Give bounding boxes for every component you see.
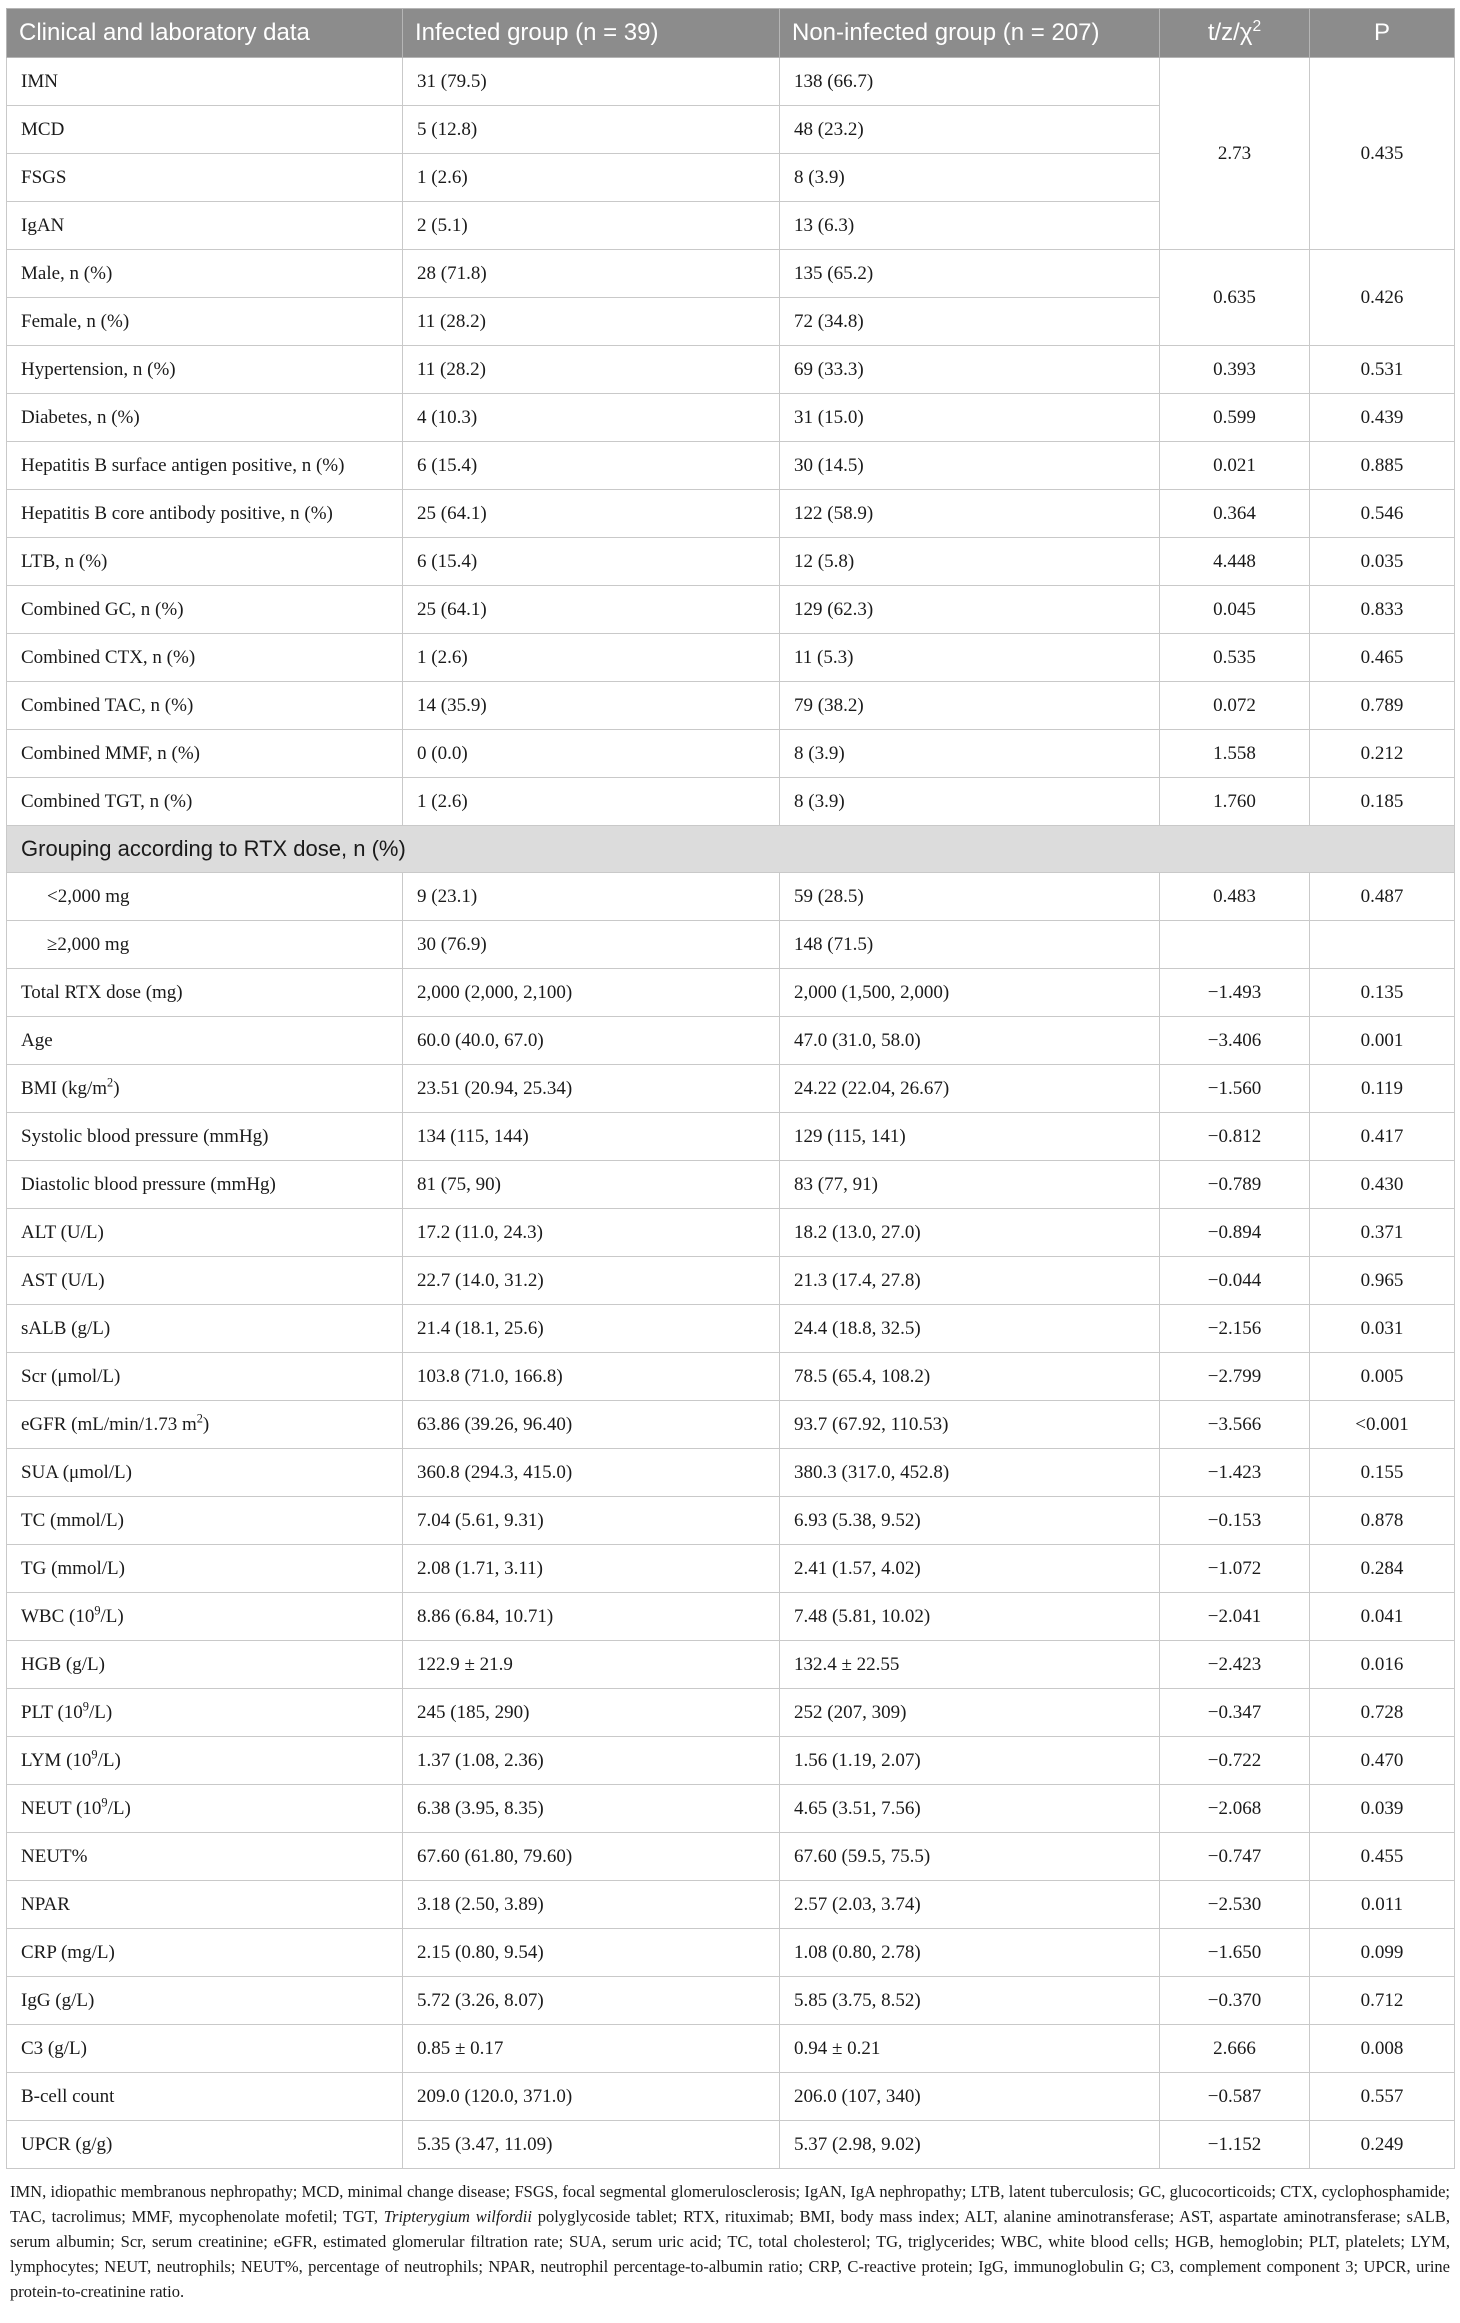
header-row <box>7 9 1455 58</box>
row-label: Combined GC, n (%) <box>7 586 403 634</box>
p-value: 0.041 <box>1310 1593 1455 1641</box>
noninfected-value: 72 (34.8) <box>780 298 1160 346</box>
table-row <box>7 1785 1455 1833</box>
row-label: Hepatitis B surface antigen positive, n (%) <box>7 442 403 490</box>
table-row <box>7 969 1455 1017</box>
table-row <box>7 1257 1455 1305</box>
row-label: BMI $(kg/m^2)$ <box>7 1065 403 1113</box>
test-statistic: 0.635 <box>1160 250 1310 346</box>
table-row <box>7 1545 1455 1593</box>
test-statistic: 2.666 <box>1160 2025 1310 2073</box>
group-header-label: Grouping according to RTX dose, n (%) <box>7 826 1455 873</box>
p-value: 0.001 <box>1310 1017 1455 1065</box>
noninfected-value: 24.4 (18.8, 32.5) <box>780 1305 1160 1353</box>
p-value: 0.439 <box>1310 394 1455 442</box>
infected-value: 28 (71.8) <box>403 250 780 298</box>
p-value: 0.546 <box>1310 490 1455 538</box>
footnote-text-end: polyglycoside tablet; RTX, rituximab; BMI, body mass index; ALT, alanine aminotransferase; AST, aspartate aminotransferase; sALB, serum albumin; Scr, serum creatinine; eGFR, estimated glomerular filtration rate; SUA, serum uric acid; TC, total cholesterol; TG, triglycerides; WBC, white blood cells; HGB, hemoglobin; PLT, platelets; LYM, lymphocytes; NEUT, neutrophils; NEUT%, percentage of neutrophils; NPAR, neutrophil percentage-to-albumin ratio; CRP, C-reactive protein; IgG, immunoglobulin G; C3, complement component 3; UPCR, urine protein-to-creatinine ratio. <box>10 2207 1450 2301</box>
row-label: Scr (μmol/L) <box>7 1353 403 1401</box>
infected-value: 1 (2.6) <box>403 154 780 202</box>
noninfected-value: 1.08 (0.80, 2.78) <box>780 1929 1160 1977</box>
row-label: NEUT $(10^9/L)$ <box>7 1785 403 1833</box>
row-label: Combined TGT, n (%) <box>7 778 403 826</box>
infected-value: 67.60 (61.80, 79.60) <box>403 1833 780 1881</box>
infected-value: 8.86 (6.84, 10.71) <box>403 1593 780 1641</box>
infected-value: 0 (0.0) <box>403 730 780 778</box>
test-statistic: 1.558 <box>1160 730 1310 778</box>
test-statistic: −0.812 <box>1160 1113 1310 1161</box>
footnote-italic-text: Tripterygium wilfordii <box>383 2207 532 2226</box>
row-label: Hypertension, n (%) <box>7 346 403 394</box>
test-statistic: −2.156 <box>1160 1305 1310 1353</box>
p-value: 0.455 <box>1310 1833 1455 1881</box>
test-statistic: −0.722 <box>1160 1737 1310 1785</box>
p-value <box>1310 921 1455 969</box>
row-label: Male, n (%) <box>7 250 403 298</box>
infected-value: 3.18 (2.50, 3.89) <box>403 1881 780 1929</box>
table-row <box>7 1449 1455 1497</box>
table-row <box>7 1977 1455 2025</box>
table-row <box>7 1497 1455 1545</box>
test-statistic: 0.393 <box>1160 346 1310 394</box>
test-statistic: −1.072 <box>1160 1545 1310 1593</box>
row-label: Systolic blood pressure (mmHg) <box>7 1113 403 1161</box>
noninfected-value: 47.0 (31.0, 58.0) <box>780 1017 1160 1065</box>
noninfected-value: 206.0 (107, 340) <box>780 2073 1160 2121</box>
infected-value: 6.38 (3.95, 8.35) <box>403 1785 780 1833</box>
infected-value: 30 (76.9) <box>403 921 780 969</box>
row-label: FSGS <box>7 154 403 202</box>
infected-value: 14 (35.9) <box>403 682 780 730</box>
noninfected-value: 8 (3.9) <box>780 778 1160 826</box>
noninfected-value: 132.4 ± 22.55 <box>780 1641 1160 1689</box>
row-label: NPAR <box>7 1881 403 1929</box>
infected-value: 2 (5.1) <box>403 202 780 250</box>
row-label: Diastolic blood pressure (mmHg) <box>7 1161 403 1209</box>
noninfected-value: 7.48 (5.81, 10.02) <box>780 1593 1160 1641</box>
row-label: Combined TAC, n (%) <box>7 682 403 730</box>
p-value: 0.417 <box>1310 1113 1455 1161</box>
noninfected-value: 1.56 (1.19, 2.07) <box>780 1737 1160 1785</box>
row-label: Combined CTX, n (%) <box>7 634 403 682</box>
test-statistic: 0.483 <box>1160 873 1310 921</box>
noninfected-value: 252 (207, 309) <box>780 1689 1160 1737</box>
row-label: SUA (μmol/L) <box>7 1449 403 1497</box>
clinical-data-table <box>6 8 1455 2169</box>
infected-value: 209.0 (120.0, 371.0) <box>403 2073 780 2121</box>
test-statistic: −1.423 <box>1160 1449 1310 1497</box>
row-label: Age <box>7 1017 403 1065</box>
noninfected-value: 69 (33.3) <box>780 346 1160 394</box>
table-row <box>7 586 1455 634</box>
p-value: 0.728 <box>1310 1689 1455 1737</box>
header-test-statistic: $t/z/\chi^2$ <box>1160 9 1310 58</box>
row-label: AST (U/L) <box>7 1257 403 1305</box>
table-row <box>7 1689 1455 1737</box>
infected-value: 81 (75, 90) <box>403 1161 780 1209</box>
infected-value: 17.2 (11.0, 24.3) <box>403 1209 780 1257</box>
header-clinical-data: Clinical and laboratory data <box>7 9 403 58</box>
test-statistic: 0.364 <box>1160 490 1310 538</box>
test-statistic: −2.041 <box>1160 1593 1310 1641</box>
noninfected-value: 138 (66.7) <box>780 58 1160 106</box>
infected-value: 122.9 ± 21.9 <box>403 1641 780 1689</box>
row-label: NEUT% <box>7 1833 403 1881</box>
infected-value: 25 (64.1) <box>403 490 780 538</box>
infected-value: 31 (79.5) <box>403 58 780 106</box>
test-statistic: −0.153 <box>1160 1497 1310 1545</box>
noninfected-value: 18.2 (13.0, 27.0) <box>780 1209 1160 1257</box>
test-statistic: 0.045 <box>1160 586 1310 634</box>
test-statistic: −0.044 <box>1160 1257 1310 1305</box>
infected-value: 11 (28.2) <box>403 298 780 346</box>
p-value: 0.039 <box>1310 1785 1455 1833</box>
test-statistic: −2.068 <box>1160 1785 1310 1833</box>
p-value: 0.878 <box>1310 1497 1455 1545</box>
table-container <box>6 8 1454 2304</box>
infected-value: 4 (10.3) <box>403 394 780 442</box>
noninfected-value: 67.60 (59.5, 75.5) <box>780 1833 1160 1881</box>
noninfected-value: 21.3 (17.4, 27.8) <box>780 1257 1160 1305</box>
table-row <box>7 634 1455 682</box>
table-row <box>7 538 1455 586</box>
test-statistic: −1.152 <box>1160 2121 1310 2169</box>
group-header-row <box>7 826 1455 873</box>
table-row <box>7 1353 1455 1401</box>
test-statistic: −0.587 <box>1160 2073 1310 2121</box>
header-noninfected-group: Non-infected group (n = 207) <box>780 9 1160 58</box>
noninfected-value: 5.37 (2.98, 9.02) <box>780 2121 1160 2169</box>
infected-value: 6 (15.4) <box>403 538 780 586</box>
infected-value: 1.37 (1.08, 2.36) <box>403 1737 780 1785</box>
p-value: 0.531 <box>1310 346 1455 394</box>
noninfected-value: 2.41 (1.57, 4.02) <box>780 1545 1160 1593</box>
table-row <box>7 873 1455 921</box>
noninfected-value: 59 (28.5) <box>780 873 1160 921</box>
infected-value: 7.04 (5.61, 9.31) <box>403 1497 780 1545</box>
infected-value: 5.72 (3.26, 8.07) <box>403 1977 780 2025</box>
infected-value: 9 (23.1) <box>403 873 780 921</box>
p-value: 0.435 <box>1310 58 1455 250</box>
row-label: PLT $(10^9/L)$ <box>7 1689 403 1737</box>
p-value: 0.885 <box>1310 442 1455 490</box>
p-value: 0.465 <box>1310 634 1455 682</box>
table-row <box>7 682 1455 730</box>
row-label: C3 (g/L) <box>7 2025 403 2073</box>
row-label: Total RTX dose (mg) <box>7 969 403 1017</box>
infected-value: 2.15 (0.80, 9.54) <box>403 1929 780 1977</box>
p-value: 0.284 <box>1310 1545 1455 1593</box>
p-value: 0.789 <box>1310 682 1455 730</box>
infected-value: 63.86 (39.26, 96.40) <box>403 1401 780 1449</box>
table-row <box>7 442 1455 490</box>
infected-value: 21.4 (18.1, 25.6) <box>403 1305 780 1353</box>
noninfected-value: 5.85 (3.75, 8.52) <box>780 1977 1160 2025</box>
row-label: sALB (g/L) <box>7 1305 403 1353</box>
infected-value: 22.7 (14.0, 31.2) <box>403 1257 780 1305</box>
table-row <box>7 1833 1455 1881</box>
table-row <box>7 2121 1455 2169</box>
p-value: 0.119 <box>1310 1065 1455 1113</box>
test-statistic: −2.530 <box>1160 1881 1310 1929</box>
table-row <box>7 394 1455 442</box>
infected-value: 103.8 (71.0, 166.8) <box>403 1353 780 1401</box>
table-row <box>7 2073 1455 2121</box>
test-statistic: −1.493 <box>1160 969 1310 1017</box>
p-value: 0.155 <box>1310 1449 1455 1497</box>
p-value: 0.249 <box>1310 2121 1455 2169</box>
p-value: <0.001 <box>1310 1401 1455 1449</box>
row-label: IgAN <box>7 202 403 250</box>
test-statistic: −1.560 <box>1160 1065 1310 1113</box>
row-label: HGB (g/L) <box>7 1641 403 1689</box>
table-row <box>7 1881 1455 1929</box>
infected-value: 245 (185, 290) <box>403 1689 780 1737</box>
p-value: 0.099 <box>1310 1929 1455 1977</box>
row-label: ALT (U/L) <box>7 1209 403 1257</box>
infected-value: 11 (28.2) <box>403 346 780 394</box>
p-value: 0.005 <box>1310 1353 1455 1401</box>
row-label: Combined MMF, n (%) <box>7 730 403 778</box>
test-statistic: −0.347 <box>1160 1689 1310 1737</box>
row-label: LYM $(10^9/L)$ <box>7 1737 403 1785</box>
p-value: 0.185 <box>1310 778 1455 826</box>
table-row <box>7 1401 1455 1449</box>
test-statistic: −0.747 <box>1160 1833 1310 1881</box>
noninfected-value: 8 (3.9) <box>780 154 1160 202</box>
p-value: 0.712 <box>1310 1977 1455 2025</box>
table-row <box>7 1209 1455 1257</box>
row-label: IMN <box>7 58 403 106</box>
p-value: 0.430 <box>1310 1161 1455 1209</box>
infected-value: 5.35 (3.47, 11.09) <box>403 2121 780 2169</box>
noninfected-value: 129 (115, 141) <box>780 1113 1160 1161</box>
header-infected-group: Infected group (n = 39) <box>403 9 780 58</box>
noninfected-value: 122 (58.9) <box>780 490 1160 538</box>
noninfected-value: 4.65 (3.51, 7.56) <box>780 1785 1160 1833</box>
table-footnote <box>6 2179 1454 2304</box>
header-p-value: P <box>1310 9 1455 58</box>
row-label: TC (mmol/L) <box>7 1497 403 1545</box>
p-value: 0.016 <box>1310 1641 1455 1689</box>
row-label: MCD <box>7 106 403 154</box>
footnote-text: IMN, idiopathic membranous nephropathy; MCD, minimal change disease; FSGS, focal segmental glomerulosclerosis; IgAN, IgA nephropathy; LTB, latent tuberculosis; GC, glucocorticoids; CTX, cyclophosphamide; TAC, tacrolimus; MMF, mycophenolate mofetil; TGT, <box>10 2182 1450 2226</box>
row-label: IgG (g/L) <box>7 1977 403 2025</box>
infected-value: 0.85 ± 0.17 <box>403 2025 780 2073</box>
noninfected-value: 12 (5.8) <box>780 538 1160 586</box>
infected-value: 5 (12.8) <box>403 106 780 154</box>
noninfected-value: 79 (38.2) <box>780 682 1160 730</box>
noninfected-value: 93.7 (67.92, 110.53) <box>780 1401 1160 1449</box>
p-value: 0.031 <box>1310 1305 1455 1353</box>
test-statistic: −0.370 <box>1160 1977 1310 2025</box>
row-label: LTB, n (%) <box>7 538 403 586</box>
noninfected-value: 2,000 (1,500, 2,000) <box>780 969 1160 1017</box>
test-statistic: −3.406 <box>1160 1017 1310 1065</box>
table-row <box>7 346 1455 394</box>
test-statistic: 2.73 <box>1160 58 1310 250</box>
test-statistic <box>1160 921 1310 969</box>
row-label: Hepatitis B core antibody positive, n (%) <box>7 490 403 538</box>
row-label: <2,000 mg <box>7 873 403 921</box>
noninfected-value: 83 (77, 91) <box>780 1161 1160 1209</box>
noninfected-value: 6.93 (5.38, 9.52) <box>780 1497 1160 1545</box>
test-statistic: 0.599 <box>1160 394 1310 442</box>
table-row <box>7 1161 1455 1209</box>
test-statistic: 1.760 <box>1160 778 1310 826</box>
table-row <box>7 921 1455 969</box>
noninfected-value: 148 (71.5) <box>780 921 1160 969</box>
table-row <box>7 1113 1455 1161</box>
table-row <box>7 730 1455 778</box>
p-value: 0.212 <box>1310 730 1455 778</box>
test-statistic: −0.789 <box>1160 1161 1310 1209</box>
test-statistic: 0.072 <box>1160 682 1310 730</box>
infected-value: 6 (15.4) <box>403 442 780 490</box>
table-row <box>7 1641 1455 1689</box>
p-value: 0.965 <box>1310 1257 1455 1305</box>
infected-value: 134 (115, 144) <box>403 1113 780 1161</box>
table-row <box>7 1737 1455 1785</box>
infected-value: 2.08 (1.71, 3.11) <box>403 1545 780 1593</box>
row-label: eGFR (mL/min/1.73 $m^2$) <box>7 1401 403 1449</box>
row-label: Diabetes, n (%) <box>7 394 403 442</box>
test-statistic: 0.535 <box>1160 634 1310 682</box>
table-row <box>7 2025 1455 2073</box>
infected-value: 2,000 (2,000, 2,100) <box>403 969 780 1017</box>
table-row <box>7 1017 1455 1065</box>
test-statistic: 0.021 <box>1160 442 1310 490</box>
test-statistic: −2.799 <box>1160 1353 1310 1401</box>
noninfected-value: 24.22 (22.04, 26.67) <box>780 1065 1160 1113</box>
table-row <box>7 58 1455 106</box>
infected-value: 360.8 (294.3, 415.0) <box>403 1449 780 1497</box>
row-label: ≥2,000 mg <box>7 921 403 969</box>
noninfected-value: 380.3 (317.0, 452.8) <box>780 1449 1160 1497</box>
noninfected-value: 0.94 ± 0.21 <box>780 2025 1160 2073</box>
p-value: 0.008 <box>1310 2025 1455 2073</box>
noninfected-value: 135 (65.2) <box>780 250 1160 298</box>
table-row <box>7 1929 1455 1977</box>
noninfected-value: 2.57 (2.03, 3.74) <box>780 1881 1160 1929</box>
infected-value: 1 (2.6) <box>403 778 780 826</box>
table-row <box>7 1065 1455 1113</box>
table-row <box>7 1305 1455 1353</box>
test-statistic: −1.650 <box>1160 1929 1310 1977</box>
row-label: UPCR (g/g) <box>7 2121 403 2169</box>
p-value: 0.426 <box>1310 250 1455 346</box>
infected-value: 23.51 (20.94, 25.34) <box>403 1065 780 1113</box>
table-row <box>7 778 1455 826</box>
noninfected-value: 30 (14.5) <box>780 442 1160 490</box>
test-statistic: −3.566 <box>1160 1401 1310 1449</box>
p-value: 0.557 <box>1310 2073 1455 2121</box>
p-value: 0.371 <box>1310 1209 1455 1257</box>
infected-value: 60.0 (40.0, 67.0) <box>403 1017 780 1065</box>
row-label: B-cell count <box>7 2073 403 2121</box>
noninfected-value: 13 (6.3) <box>780 202 1160 250</box>
noninfected-value: 11 (5.3) <box>780 634 1160 682</box>
noninfected-value: 78.5 (65.4, 108.2) <box>780 1353 1160 1401</box>
noninfected-value: 31 (15.0) <box>780 394 1160 442</box>
infected-value: 25 (64.1) <box>403 586 780 634</box>
test-statistic: 4.448 <box>1160 538 1310 586</box>
p-value: 0.470 <box>1310 1737 1455 1785</box>
table-row <box>7 250 1455 298</box>
table-row <box>7 1593 1455 1641</box>
test-statistic: −2.423 <box>1160 1641 1310 1689</box>
p-value: 0.135 <box>1310 969 1455 1017</box>
row-label: TG (mmol/L) <box>7 1545 403 1593</box>
p-value: 0.011 <box>1310 1881 1455 1929</box>
p-value: 0.487 <box>1310 873 1455 921</box>
infected-value: 1 (2.6) <box>403 634 780 682</box>
table-row <box>7 490 1455 538</box>
row-label: WBC $(10^9/L)$ <box>7 1593 403 1641</box>
p-value: 0.833 <box>1310 586 1455 634</box>
row-label: CRP (mg/L) <box>7 1929 403 1977</box>
row-label: Female, n (%) <box>7 298 403 346</box>
noninfected-value: 48 (23.2) <box>780 106 1160 154</box>
test-statistic: −0.894 <box>1160 1209 1310 1257</box>
noninfected-value: 129 (62.3) <box>780 586 1160 634</box>
noninfected-value: 8 (3.9) <box>780 730 1160 778</box>
table-body <box>7 58 1455 2169</box>
p-value: 0.035 <box>1310 538 1455 586</box>
